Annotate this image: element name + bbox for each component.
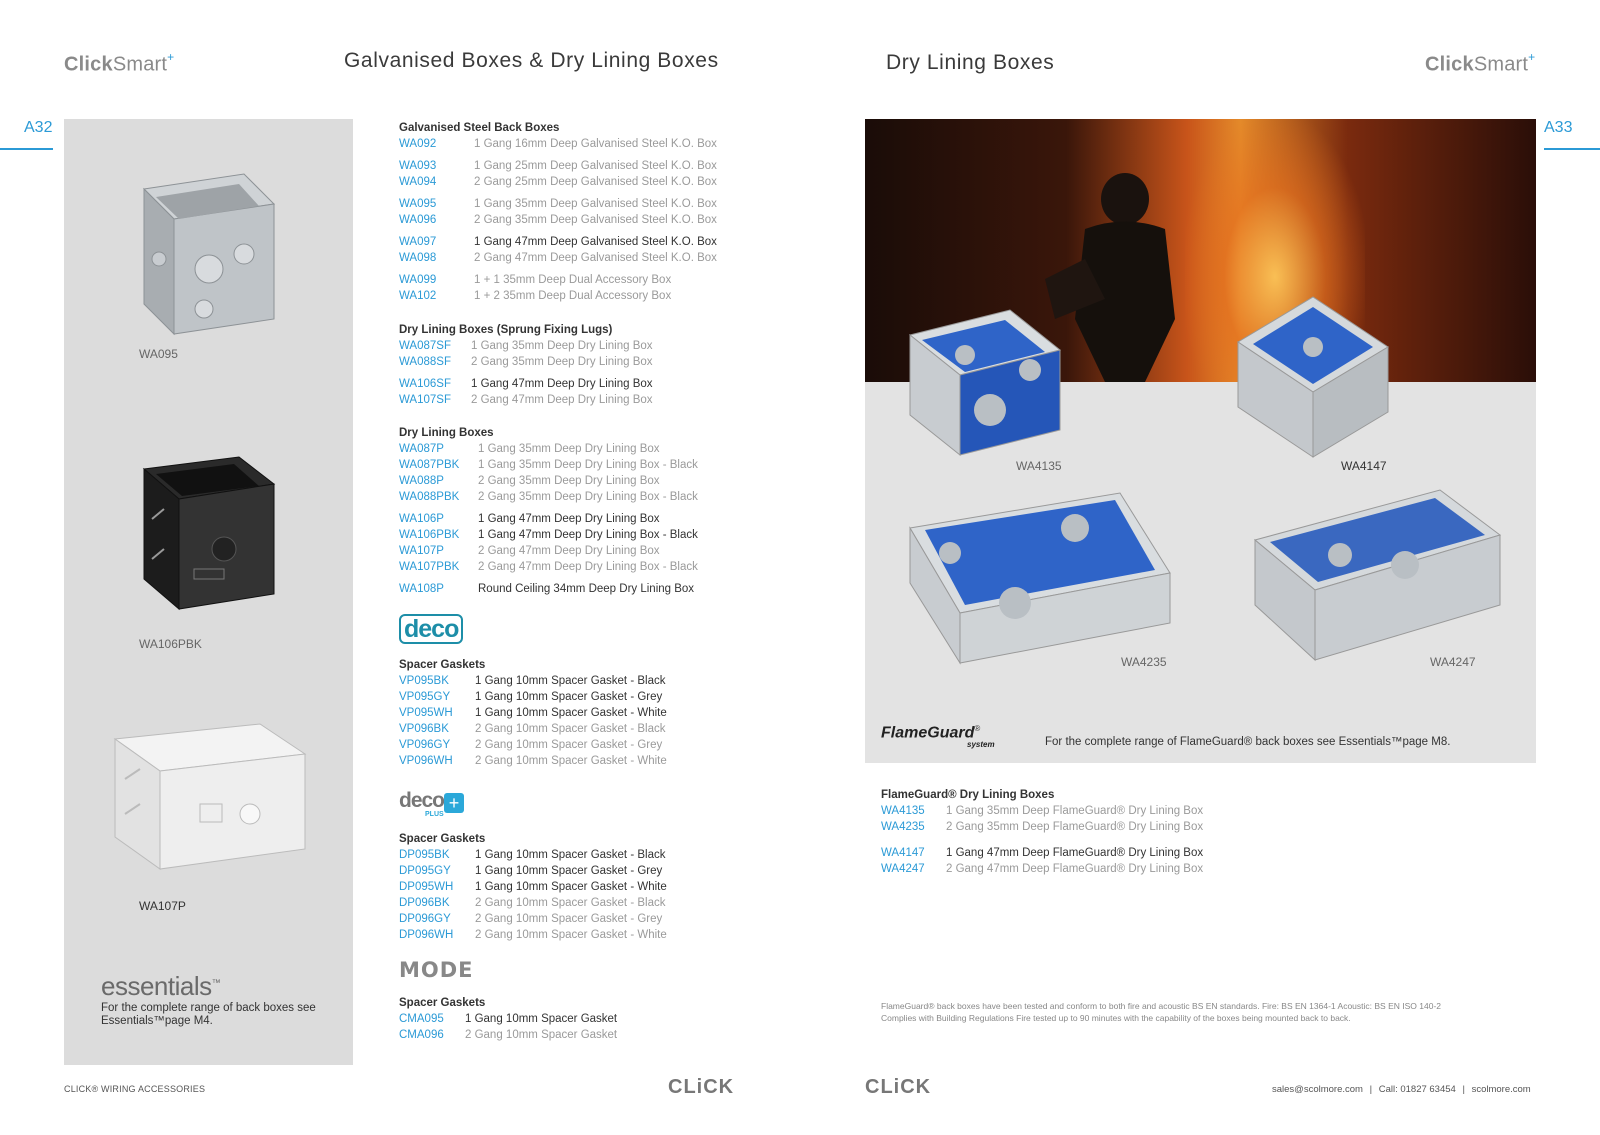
footer-separator: | bbox=[1369, 1084, 1373, 1095]
product-code: WA094 bbox=[399, 176, 437, 188]
product-code: WA087PBK bbox=[399, 459, 460, 471]
product-code: WA099 bbox=[399, 274, 437, 286]
product-row bbox=[399, 1027, 617, 1043]
product-row bbox=[399, 737, 667, 753]
product-row bbox=[399, 158, 717, 174]
product-desc: 2 Gang 10mm Spacer Gasket - Black bbox=[475, 897, 666, 909]
footer-phone: Call: 01827 63454 bbox=[1378, 1084, 1456, 1095]
product-code: VP095WH bbox=[399, 707, 453, 719]
caption-wa095: WA095 bbox=[139, 347, 178, 361]
product-desc: 1 Gang 47mm Deep Dry Lining Box bbox=[478, 513, 660, 525]
product-desc: 1 Gang 35mm Deep FlameGuard® Dry Lining Box bbox=[946, 805, 1204, 817]
product-row bbox=[399, 473, 698, 489]
product-code: DP095GY bbox=[399, 865, 451, 877]
product-code: WA106P bbox=[399, 513, 444, 525]
product-desc: 1 Gang 10mm Spacer Gasket - White bbox=[475, 707, 667, 719]
footer-separator: | bbox=[1462, 1084, 1465, 1095]
page-title-right: Dry Lining Boxes bbox=[886, 51, 1055, 74]
product-desc: 1 Gang 35mm Deep Galvanised Steel K.O. Box bbox=[474, 198, 717, 210]
product-code: CMA096 bbox=[399, 1029, 444, 1041]
product-code: WA4135 bbox=[881, 805, 925, 817]
product-code: DP095WH bbox=[399, 881, 454, 893]
product-row bbox=[399, 689, 667, 705]
product-desc: 1 Gang 10mm Spacer Gasket - Grey bbox=[475, 691, 663, 703]
page-title-left: Galvanised Boxes & Dry Lining Boxes bbox=[344, 49, 719, 72]
product-code: WA106SF bbox=[399, 378, 451, 390]
product-row bbox=[399, 136, 717, 152]
page-number-rule-right bbox=[1544, 148, 1600, 150]
plus-icon: + bbox=[444, 793, 464, 813]
section-flameguard-dry-lining bbox=[881, 789, 1203, 877]
product-code: WA102 bbox=[399, 290, 437, 302]
product-desc: 2 Gang 10mm Spacer Gasket - White bbox=[475, 755, 667, 767]
product-row bbox=[399, 272, 717, 288]
product-desc: 1 Gang 10mm Spacer Gasket bbox=[465, 1013, 618, 1025]
product-desc: 2 Gang 10mm Spacer Gasket - Grey bbox=[475, 913, 663, 925]
product-desc: 1 + 1 35mm Deep Dual Accessory Box bbox=[474, 274, 672, 286]
product-row bbox=[399, 234, 717, 250]
product-row bbox=[399, 392, 653, 408]
caption-wa4235: WA4235 bbox=[1121, 655, 1167, 669]
product-row bbox=[399, 527, 698, 543]
product-desc: Round Ceiling 34mm Deep Dry Lining Box bbox=[478, 583, 695, 595]
deco-brand-logo: deco bbox=[399, 614, 463, 644]
product-code: WA095 bbox=[399, 198, 437, 210]
section-galvanised-steel bbox=[399, 122, 717, 304]
flameguard-box-wa4235 bbox=[905, 488, 1175, 668]
section-title: Spacer Gaskets bbox=[399, 833, 486, 845]
product-row bbox=[399, 376, 653, 392]
product-row bbox=[399, 911, 667, 927]
mode-brand-logo: MODE bbox=[399, 958, 474, 982]
product-row bbox=[399, 489, 698, 505]
product-desc: 1 Gang 25mm Deep Galvanised Steel K.O. Box bbox=[474, 160, 717, 172]
white-box-image bbox=[100, 719, 320, 879]
flameguard-logo: FlameGuard® system bbox=[881, 724, 995, 749]
product-desc: 2 Gang 35mm Deep FlameGuard® Dry Lining Box bbox=[946, 821, 1204, 833]
product-desc: 1 Gang 35mm Deep Dry Lining Box bbox=[471, 340, 653, 352]
product-row bbox=[399, 511, 698, 527]
deco-plus-brand-logo: deco + PLUS bbox=[399, 789, 464, 813]
flameguard-footnote bbox=[881, 1000, 1541, 1024]
product-desc: 2 Gang 47mm Deep Dry Lining Box bbox=[478, 545, 660, 557]
click-logo-left: CLiCK bbox=[668, 1076, 735, 1098]
product-row bbox=[881, 861, 1203, 877]
product-row bbox=[881, 845, 1203, 861]
product-desc: 2 Gang 47mm Deep FlameGuard® Dry Lining Box bbox=[946, 863, 1204, 875]
product-desc: 2 Gang 47mm Deep Galvanised Steel K.O. Box bbox=[474, 252, 717, 264]
product-code: WA106PBK bbox=[399, 529, 460, 541]
product-desc: 1 Gang 47mm Deep Dry Lining Box - Black bbox=[478, 529, 698, 541]
flameguard-box-wa4247 bbox=[1250, 485, 1505, 665]
product-code: VP096WH bbox=[399, 755, 453, 767]
product-desc: 1 Gang 35mm Deep Dry Lining Box - Black bbox=[478, 459, 698, 471]
product-desc: 1 Gang 10mm Spacer Gasket - Black bbox=[475, 675, 666, 687]
section-title: FlameGuard® Dry Lining Boxes bbox=[881, 789, 1055, 801]
product-row bbox=[399, 863, 667, 879]
product-code: WA092 bbox=[399, 138, 437, 150]
product-row bbox=[399, 721, 667, 737]
product-desc: 2 Gang 10mm Spacer Gasket bbox=[465, 1029, 618, 1041]
product-desc: 2 Gang 47mm Deep Dry Lining Box - Black bbox=[478, 561, 698, 573]
product-desc: 1 Gang 10mm Spacer Gasket - Grey bbox=[475, 865, 663, 877]
footer-website[interactable]: scolmore.com bbox=[1471, 1084, 1531, 1095]
footer-brand-text: CLICK® WIRING ACCESSORIES bbox=[64, 1084, 206, 1094]
product-row bbox=[881, 803, 1203, 819]
essentials-note: For the complete range of back boxes see Essentials™page M4. bbox=[101, 1002, 316, 1027]
product-code: DP095BK bbox=[399, 849, 450, 861]
product-code: WA107PBK bbox=[399, 561, 460, 573]
page-number-rule-left bbox=[0, 148, 53, 150]
product-code: WA088SF bbox=[399, 356, 451, 368]
footer-contact bbox=[1272, 1084, 1531, 1095]
section-mode-spacer-gaskets bbox=[399, 997, 617, 1043]
product-desc: 1 Gang 47mm Deep Galvanised Steel K.O. Box bbox=[474, 236, 717, 248]
product-row bbox=[399, 543, 698, 559]
product-row bbox=[399, 196, 717, 212]
product-row bbox=[399, 354, 653, 370]
product-code: WA087SF bbox=[399, 340, 451, 352]
product-row bbox=[399, 441, 698, 457]
product-desc: 1 Gang 10mm Spacer Gasket - White bbox=[475, 881, 667, 893]
product-desc: 2 Gang 47mm Deep Dry Lining Box bbox=[471, 394, 653, 406]
product-desc: 2 Gang 10mm Spacer Gasket - Grey bbox=[475, 739, 663, 751]
product-code: DP096BK bbox=[399, 897, 450, 909]
product-code: WA087P bbox=[399, 443, 444, 455]
product-code: VP095BK bbox=[399, 675, 449, 687]
product-code: WA4247 bbox=[881, 863, 925, 875]
product-row bbox=[399, 673, 667, 689]
product-desc: 2 Gang 10mm Spacer Gasket - Black bbox=[475, 723, 666, 735]
product-code: VP096GY bbox=[399, 739, 451, 751]
product-row bbox=[399, 705, 667, 721]
caption-wa4135: WA4135 bbox=[1016, 459, 1062, 473]
section-title: Dry Lining Boxes (Sprung Fixing Lugs) bbox=[399, 324, 613, 336]
product-row bbox=[399, 338, 653, 354]
product-row bbox=[399, 581, 698, 597]
footer-email[interactable]: sales@scolmore.com bbox=[1272, 1084, 1363, 1095]
product-row bbox=[399, 250, 717, 266]
product-code: WA4147 bbox=[881, 847, 925, 859]
flameguard-essentials-note: For the complete range of FlameGuard® back boxes see Essentials™page M8. bbox=[1045, 736, 1451, 748]
product-code: CMA095 bbox=[399, 1013, 444, 1025]
product-code: WA107P bbox=[399, 545, 444, 557]
product-desc: 1 Gang 47mm Deep Dry Lining Box bbox=[471, 378, 653, 390]
product-row bbox=[399, 288, 717, 304]
footnote-line: Complies with Building Regulations Fire tested up to 90 minutes with the capability of the boxes being mounted back to back. bbox=[881, 1013, 1351, 1023]
product-code: WA093 bbox=[399, 160, 437, 172]
product-row bbox=[399, 753, 667, 769]
galvanised-box-image bbox=[134, 169, 284, 339]
section-deco-spacer-gaskets bbox=[399, 659, 667, 769]
product-desc: 1 Gang 35mm Deep Dry Lining Box bbox=[478, 443, 660, 455]
product-row bbox=[399, 1011, 617, 1027]
product-code: WA4235 bbox=[881, 821, 925, 833]
clicksmart-logo-right: ClickSmart+ bbox=[1425, 50, 1536, 76]
section-deco-plus-spacer-gaskets bbox=[399, 833, 667, 943]
section-title: Spacer Gaskets bbox=[399, 659, 486, 671]
caption-wa4147: WA4147 bbox=[1341, 459, 1387, 473]
product-row bbox=[399, 927, 667, 943]
product-desc: 2 Gang 10mm Spacer Gasket - White bbox=[475, 929, 667, 941]
product-row bbox=[399, 212, 717, 228]
product-desc: 2 Gang 35mm Deep Dry Lining Box bbox=[471, 356, 653, 368]
product-code: VP096BK bbox=[399, 723, 449, 735]
essentials-logo: essentials™ bbox=[101, 971, 221, 1001]
section-dry-lining bbox=[399, 427, 698, 597]
section-dry-lining-sprung bbox=[399, 324, 653, 408]
product-code: WA088P bbox=[399, 475, 444, 487]
product-row bbox=[399, 847, 667, 863]
caption-wa107p: WA107P bbox=[139, 899, 186, 913]
product-code: WA096 bbox=[399, 214, 437, 226]
product-code: DP096WH bbox=[399, 929, 454, 941]
product-code: WA107SF bbox=[399, 394, 451, 406]
black-box-image bbox=[134, 449, 284, 619]
click-logo-right: CLiCK bbox=[865, 1076, 932, 1098]
product-desc: 1 + 2 35mm Deep Dual Accessory Box bbox=[474, 290, 672, 302]
product-code: WA098 bbox=[399, 252, 437, 264]
section-title: Spacer Gaskets bbox=[399, 997, 486, 1009]
section-title: Galvanised Steel Back Boxes bbox=[399, 122, 560, 134]
flameguard-box-wa4147 bbox=[1228, 292, 1403, 462]
product-code: DP096GY bbox=[399, 913, 451, 925]
product-sidebar bbox=[64, 119, 353, 1065]
footnote-line: FlameGuard® back boxes have been tested and conform to both fire and acoustic BS EN standards. Fire: BS EN 1364-1 Acoustic: BS EN ISO 140-2 bbox=[881, 1001, 1441, 1011]
product-desc: 2 Gang 35mm Deep Dry Lining Box bbox=[478, 475, 660, 487]
page-number-left: A32 bbox=[24, 119, 53, 136]
product-code: VP095GY bbox=[399, 691, 451, 703]
product-row bbox=[881, 819, 1203, 835]
page-number-right: A33 bbox=[1544, 119, 1573, 136]
product-code: WA088PBK bbox=[399, 491, 460, 503]
product-code: WA097 bbox=[399, 236, 437, 248]
caption-wa4247: WA4247 bbox=[1430, 655, 1476, 669]
product-row bbox=[399, 559, 698, 575]
product-desc: 1 Gang 47mm Deep FlameGuard® Dry Lining Box bbox=[946, 847, 1204, 859]
product-row bbox=[399, 879, 667, 895]
product-desc: 2 Gang 35mm Deep Dry Lining Box - Black bbox=[478, 491, 698, 503]
caption-wa106pbk: WA106PBK bbox=[139, 637, 202, 651]
product-row bbox=[399, 457, 698, 473]
product-desc: 2 Gang 25mm Deep Galvanised Steel K.O. Box bbox=[474, 176, 717, 188]
product-desc: 2 Gang 35mm Deep Galvanised Steel K.O. Box bbox=[474, 214, 717, 226]
product-desc: 1 Gang 10mm Spacer Gasket - Black bbox=[475, 849, 666, 861]
product-row bbox=[399, 895, 667, 911]
product-desc: 1 Gang 16mm Deep Galvanised Steel K.O. Box bbox=[474, 138, 717, 150]
product-row bbox=[399, 174, 717, 190]
section-title: Dry Lining Boxes bbox=[399, 427, 494, 439]
product-code: WA108P bbox=[399, 583, 444, 595]
flameguard-box-wa4135 bbox=[900, 300, 1075, 460]
clicksmart-logo-left: ClickSmart+ bbox=[64, 50, 175, 76]
